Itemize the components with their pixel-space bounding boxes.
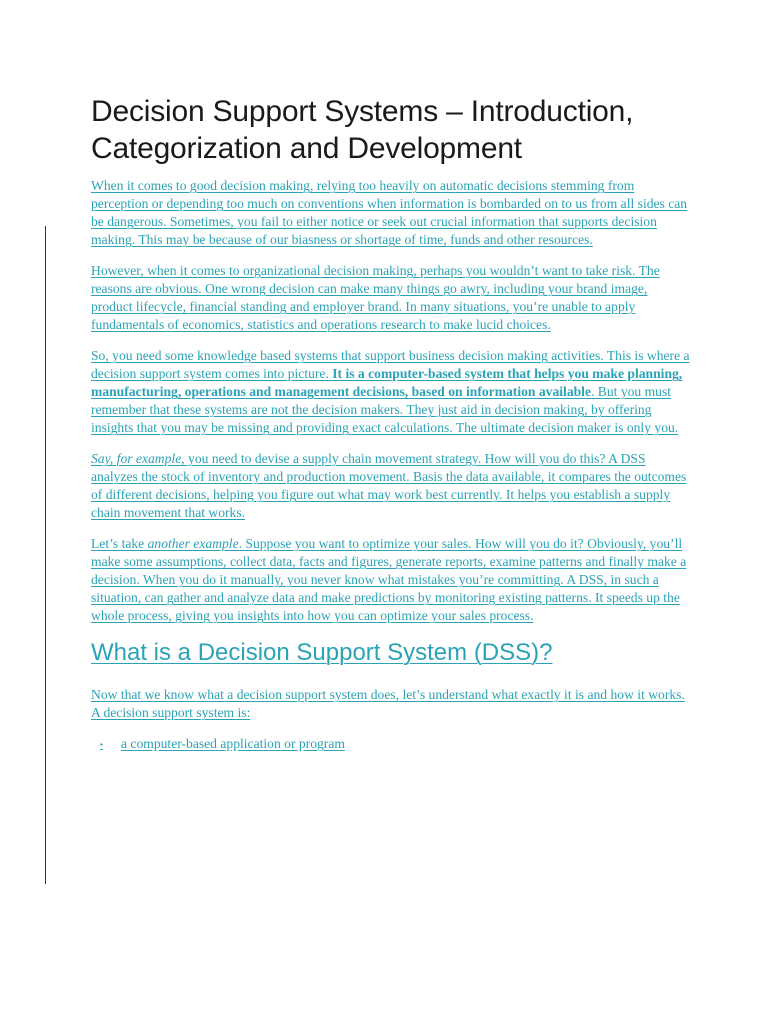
list-item[interactable]	[91, 735, 691, 754]
paragraph-3-text-b: . But you must remember that these systems are not the decision makers. They just aid in decision making, by offering insights that you may be missing and providing exact calculations. The ultimate decision maker is only you.	[91, 384, 679, 435]
paragraph-3[interactable]	[91, 347, 691, 437]
paragraph-1[interactable]: When it comes to good decision making, relying too heavily on automatic decisions stemming from perception or depending too much on conventions when information is bombarded on to us from all sides can be dangerous. Sometimes, you fail to either notice or seek out crucial information that supports decision making. This may be because of our biasness or shortage of time, funds and other resources.	[91, 178, 688, 247]
margin-change-bar	[45, 226, 46, 884]
paragraph-5-text-b: . Suppose you want to optimize your sales. How will you do it? Obviously, you’ll make some assumptions, collect data, facts and figures, generate reports, examine patterns and finally make a decision. When you do it manually, you never know what mistakes you’re committing. A DSS, in such a situation, can gather and analyze data and make predictions by monitoring existing patterns. It speeds up the whole process, giving you insights into how you can optimize your sales process.	[91, 536, 687, 623]
paragraph-5[interactable]	[91, 535, 691, 625]
section-heading[interactable]: What is a Decision Support System (DSS)?	[91, 639, 553, 666]
paragraph-4-text: , you need to devise a supply chain movement strategy. How will you do this? A DSS analyzes the stock of inventory and production movement. Basis the data available, it compares the outcomes of different decisions, helping you figure out what may work best currently. It helps you establish a supply chain movement that works.	[91, 451, 687, 520]
section-intro[interactable]: Now that we know what a decision support system does, let’s understand what exactly it is and how it works. A decision support system is:	[91, 687, 685, 720]
bullet-square-icon: ▪	[100, 740, 103, 749]
document-body	[91, 93, 691, 754]
bullet-list	[91, 735, 691, 754]
paragraph-4-italic: Say, for example	[91, 451, 182, 466]
paragraph-3-text-a: So, you need some knowledge based systems that support business decision making activities. This is where a decision support system comes into picture.	[91, 348, 690, 381]
paragraph-4[interactable]	[91, 450, 691, 522]
paragraph-5-text-a: Let’s take	[91, 536, 148, 551]
paragraph-2[interactable]: However, when it comes to organizational decision making, perhaps you wouldn’t want to take risk. The reasons are obvious. One wrong decision can make many things go awry, including your brand image, product lifecycle, financial standing and employer brand. In many situations, you’re unable to apply fundamentals of economics, statistics and operations research to make lucid choices.	[91, 263, 660, 332]
paragraph-5-italic: another example	[147, 536, 239, 551]
page-title: Decision Support Systems – Introduction, Categorization and Development	[91, 95, 634, 165]
paragraph-3-bold-definition: It is a computer-based system that helps you make planning, manufacturing, operations and management decisions, based on information available	[91, 366, 683, 399]
list-item-text: a computer-based application or program	[121, 736, 345, 751]
